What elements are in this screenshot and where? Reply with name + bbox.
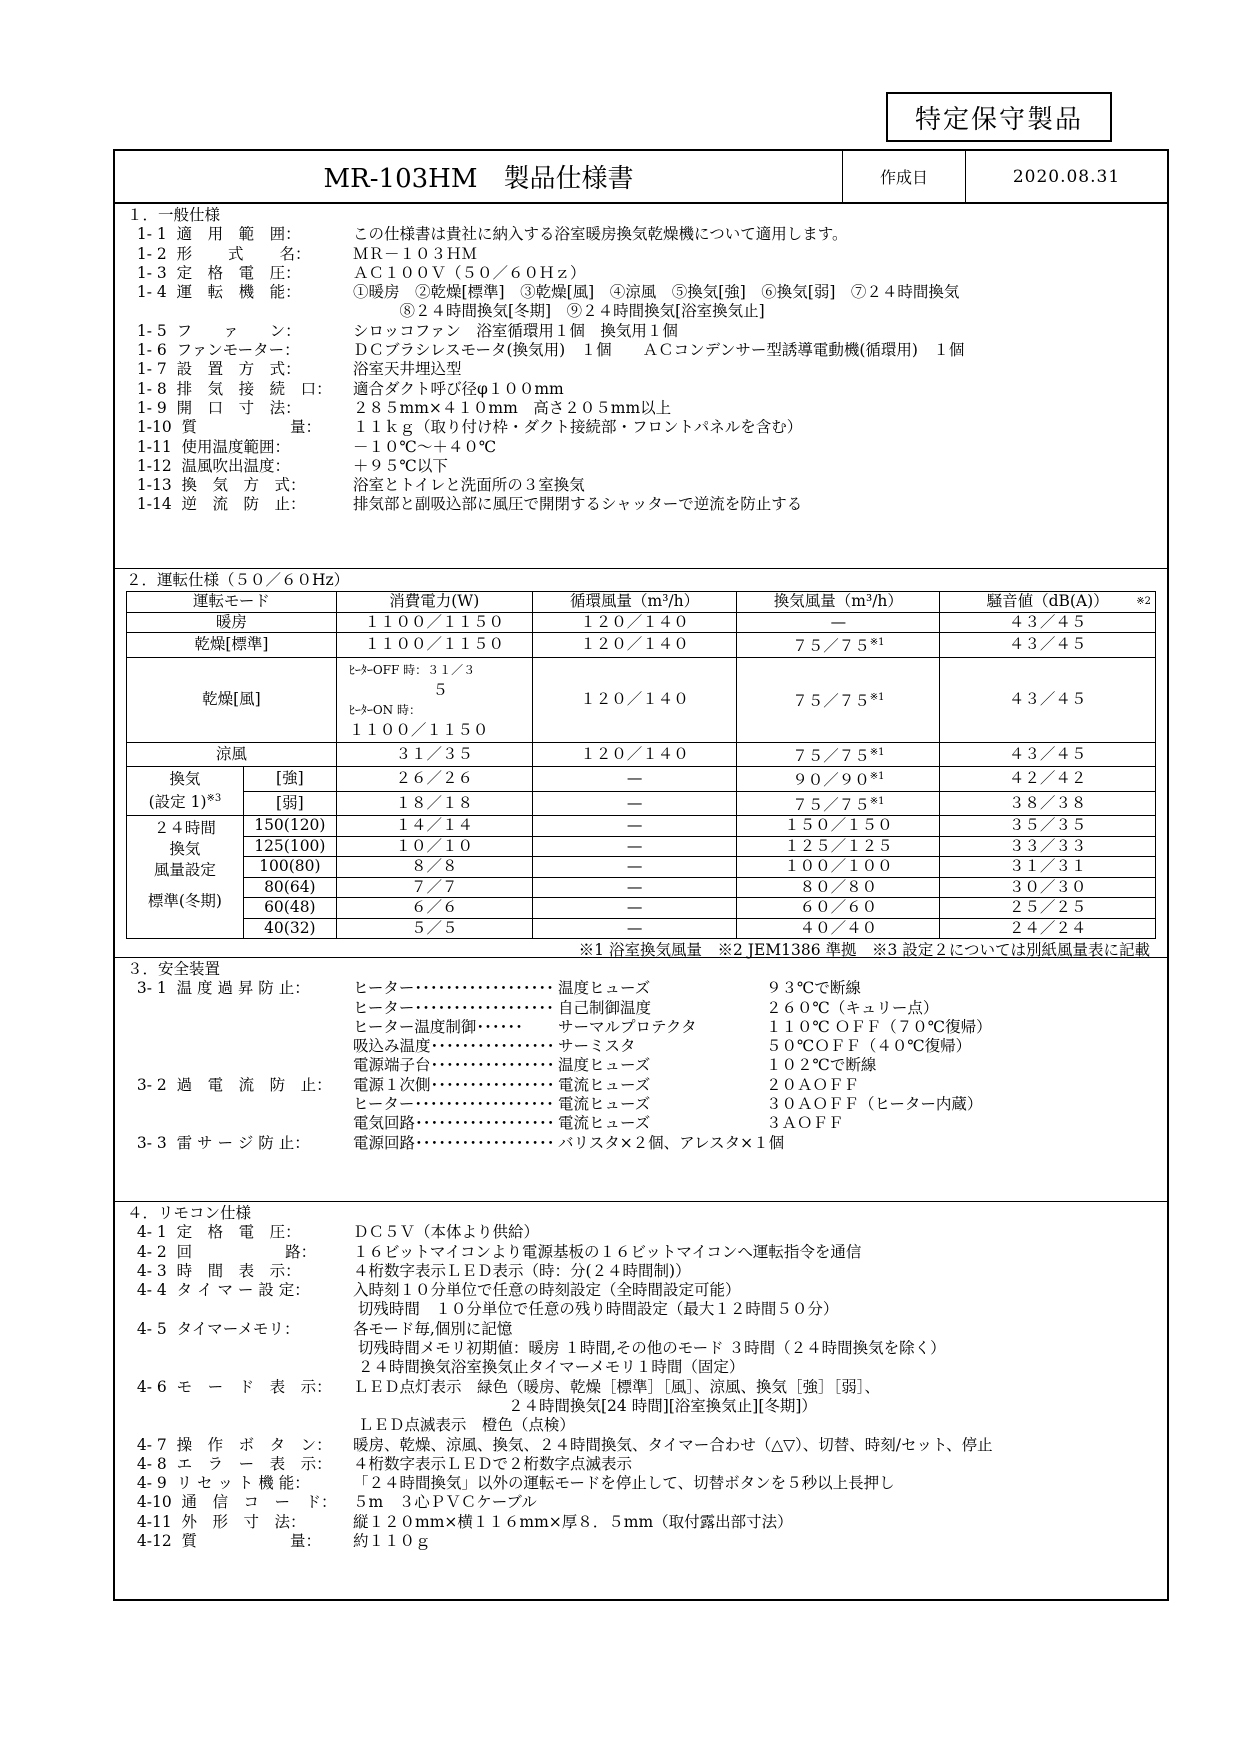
vent-cell: — [737,612,940,633]
spec-value: 切残時間メモリ初期値：暖房 １時間,その他のモード ３時間（２４時間換気を除く） [353,1339,946,1358]
vent-value: ７５／７５ [792,637,870,656]
noise-cell: ４３／４５ [940,612,1156,633]
power-cell: ６／６ [336,898,532,919]
spec-line [127,1493,1155,1512]
power-cell: １４／１４ [336,816,532,837]
mode-cell: 乾燥[風] [127,657,337,742]
safety-line [127,999,1155,1018]
spec-value: 約１１０ｇ [353,1532,431,1551]
spec-label: 1- 7 設 置 方 式： [127,360,301,379]
vent-value: ７５／７５ [792,795,870,814]
noise-cell: ２５／２５ [940,898,1156,919]
spec-line [127,302,1155,321]
sub-mode-cell: 60(48) [243,898,336,919]
safety-line [127,1037,1155,1056]
table-row [127,767,1156,791]
vent-value: ７５／７５ [792,692,870,711]
sub-mode-cell: 100(80) [243,857,336,878]
spec-line [127,418,1155,437]
spec-value: 「２４時間換気」以外の運転モードを停止して、切替ボタンを５秒以上長押し [353,1474,895,1493]
spec-label: 4- 6 モ ー ド 表 示： [127,1377,332,1396]
power-cell: １０／１０ [336,836,532,857]
safety-label [127,1037,353,1056]
spec-label: 1- 5 フ ァ ン： [127,321,301,340]
spec-value: この仕様書は貴社に納入する浴室暖房換気乾燥機について適用します。 [353,225,848,244]
spec-line [127,322,1155,341]
spec-label: 4- 5 タイマーメモリ： [127,1319,300,1338]
general-spec-section [115,204,1167,569]
spec-sheet [113,149,1169,1601]
vent-cell [737,657,940,742]
spec-label: 1- 2 形 式 名： [127,244,311,263]
safety-line [127,1095,1155,1114]
spec-label [127,302,353,321]
noise-cell: ２４／２４ [940,918,1156,939]
spec-label: 1-13 換 気 方 式： [127,476,306,495]
safety-spec: １１０℃ ＯＦＦ（７０℃復帰） [766,1017,992,1036]
safety-line [127,1114,1155,1133]
spec-label: 4- 7 操 作 ボ タ ン： [127,1435,332,1454]
safety-label [127,1095,353,1114]
mode-cell: 暖房 [127,612,337,633]
spec-value: １１ｋｇ（取り付け枠・ダクト接続部・フロントパネルを含む） [353,418,803,437]
specified-maintenance-badge: 特定保守製品 [886,92,1112,142]
spec-value: ＬＥＤ点滅表示 橙色（点検） [353,1416,575,1435]
footnote-mark: ※2 [1136,596,1151,608]
spec-value: 浴室とトイレと洗面所の３室換気 [353,476,585,495]
spec-value: ４桁数字表示ＬＥＤで２桁数字点滅表示 [353,1454,633,1473]
safety-device: サーミスタ [558,1037,636,1056]
safety-device: 温度ヒューズ [558,1056,651,1075]
table-row [127,836,1156,857]
spec-value: 浴室天井埋込型 [353,360,462,379]
power-cell: ７／７ [336,877,532,898]
vent-cell [737,767,940,791]
safety-label [127,1018,353,1037]
spec-value: 各モード毎,個別に記憶 [353,1319,513,1338]
spec-line [127,1436,1155,1455]
spec-value: 縦１２０mm×横１１６mm×厚８．５mm（取付露出部寸法） [353,1512,793,1531]
spec-line [127,1397,1155,1416]
created-date: 2020.08.31 [1012,166,1121,187]
vent-cell [737,742,940,766]
vent-cell [737,791,940,815]
spec-line [127,1320,1155,1339]
circ-cell: — [532,767,737,791]
sub-mode-cell: 40(32) [243,918,336,939]
safety-line [127,979,1155,998]
spec-value: 入時刻１０分単位で任意の時刻設定（全時間設定可能） [353,1281,741,1300]
spec-value: ＤＣブラシレスモータ(換気用) １個 ＡＣコンデンサー型誘導電動機(循環用) １個 [353,341,965,360]
mode-sub: (設定 1) [148,793,207,812]
noise-cell: ４３／４５ [940,633,1156,657]
mode-line: 標準(冬期) [147,892,222,911]
safety-spec: ３０ＡＯＦＦ（ヒーター内蔵） [766,1095,983,1114]
circ-cell: — [532,918,737,939]
spec-label [127,1300,353,1319]
spec-line [127,1474,1155,1493]
safety-line [127,1134,1155,1153]
spec-label: 1- 9 開 口 寸 法： [127,398,301,417]
safety-list [127,979,1155,1153]
spec-line [127,457,1155,476]
safety-spec: ２０ＡＯＦＦ [766,1075,860,1094]
table-row [127,918,1156,939]
spec-label: 1-14 逆 流 防 止： [127,495,306,514]
spec-label: 4- 9 リ セ ッ ト 機 能： [127,1474,310,1493]
safety-target: 電源回路･･････････････････ [353,1133,555,1152]
power-line: １１００／１１５０ [348,720,489,739]
header-cell: 消費電力(W) [336,592,532,613]
spec-value: ①暖房 ②乾燥[標準] ③乾燥[風] ④涼風 ⑤換気[強] ⑥換気[弱] ⑦２４時間換気 [353,283,960,302]
noise-cell: ４２／４２ [940,767,1156,791]
section-title: ２．運転仕様（５０／６０Hz） [126,571,350,589]
spec-line [127,1532,1155,1551]
safety-line [127,1076,1155,1095]
operation-spec-section [115,569,1167,958]
spec-line [127,399,1155,418]
spec-line [127,245,1155,264]
sub-mode-cell: [弱] [243,791,336,815]
circ-cell: １２０／１４０ [532,657,737,742]
spec-value: シロッコファン 浴室循環用１個 換気用１個 [353,321,678,340]
spec-line [127,1223,1155,1242]
safety-label: 3- 3 雷 サ ー ジ 防 止： [127,1133,310,1152]
section-title: １．一般仕様 [127,206,221,224]
power-cell [336,657,532,742]
spec-line [127,1513,1155,1532]
footnote-mark: ※1 [869,771,885,783]
spec-value: ＡＣ１００Ｖ（５０／６０Ｈｚ） [353,263,586,282]
safety-label [127,1056,353,1075]
spec-line [127,1243,1155,1262]
footnote-mark: ※1 [869,637,885,649]
safety-line [127,1056,1155,1075]
table-header-row [127,592,1156,613]
circ-cell: — [532,898,737,919]
spec-value: ２８５mm×４１０mm 高さ２０５mm以上 [353,398,672,417]
vent-cell: ４０／４０ [737,918,940,939]
circ-cell: １２０／１４０ [532,742,737,766]
safety-device: 温度ヒューズ [558,979,651,998]
power-cell: ３１／３５ [336,742,532,766]
safety-device: 電流ヒューズ [558,1095,651,1114]
safety-device: 電流ヒューズ [558,1075,651,1094]
safety-target: 電気回路･･････････････････ [353,1114,555,1133]
mode-line: 換気 [169,770,201,789]
power-cell: ５／５ [336,918,532,939]
table-row [127,816,1156,837]
spec-line [127,1378,1155,1397]
safety-device: 自己制御温度 [558,998,652,1017]
spec-line [127,1262,1155,1281]
footnote-mark: ※3 [206,793,222,805]
spec-label: 1- 1 適 用 範 囲： [127,225,301,244]
safety-spec: ２６０℃（キュリー点） [766,998,939,1017]
spec-label: 1- 3 定 格 電 圧： [127,263,301,282]
mode-line: ２４時間 [153,819,216,838]
power-cell: １１００／１１５０ [336,612,532,633]
spec-value: ２４時間換気浴室換気止タイマーメモリ１時間（固定） [353,1358,745,1377]
spec-line [127,264,1155,283]
spec-value: 切残時間 １０分単位で任意の残り時間設定（最大１２時間５０分） [353,1300,839,1319]
spec-label: 1-12 温風吹出温度： [127,456,291,475]
sub-mode-cell: 125(100) [243,836,336,857]
spec-line [127,1281,1155,1300]
spec-value: ４桁数字表示ＬＥＤ表示（時：分(２４時間制)） [353,1261,691,1280]
vent-cell: １００／１００ [737,857,940,878]
safety-device: サーマルプロテクタ [558,1017,697,1036]
header-cell [940,592,1156,613]
power-cell: ２６／２６ [336,767,532,791]
safety-device-section [115,958,1167,1202]
spec-line [127,380,1155,399]
table-footnote: ※1 浴室換気風量 ※2 JEM1386 準拠 ※3 設定２については別紙風量表に記載 [578,941,1150,960]
general-spec-list [127,225,1155,514]
document-header [115,151,1167,204]
spec-line [127,476,1155,495]
remote-spec-list [127,1223,1155,1551]
operation-table [126,591,1156,939]
spec-label: 1- 6 ファンモーター： [127,341,300,360]
table-row [127,742,1156,766]
safety-target: 吸込み温度････････････････ [353,1037,555,1056]
remote-spec-section [115,1202,1167,1599]
vent-cell: ８０／８０ [737,877,940,898]
mode-cell [127,816,244,939]
noise-cell: ３０／３０ [940,877,1156,898]
spec-value: ＭＲ－１０３ＨＭ [353,244,478,263]
spec-line [127,360,1155,379]
circ-cell: — [532,791,737,815]
table-row [127,791,1156,815]
safety-label [127,1114,353,1133]
mode-line: 換気 [169,840,201,859]
spec-label: 1-10 質 量： [127,418,322,437]
section-title: ４．リモコン仕様 [127,1204,252,1222]
safety-device: 電流ヒューズ [558,1114,651,1133]
table-row [127,898,1156,919]
power-cell: １８／１８ [336,791,532,815]
spec-line [127,1455,1155,1474]
mode-cell [127,767,244,816]
spec-line [127,438,1155,457]
noise-cell: ３３／３３ [940,836,1156,857]
sub-mode-cell: 80(64) [243,877,336,898]
document-title: MR-103HM 製品仕様書 [115,151,843,202]
spec-label: 1-11 使用温度範囲： [127,437,291,456]
safety-device: バリスタ×２個、アレスタ×１個 [558,1133,785,1152]
header-cell: 循環風量（m³/h） [532,592,737,613]
spec-value: ⑧２４時間換気[冬期] ⑨２４時間換気[浴室換気止] [353,302,765,321]
spec-value: ＬＥＤ点灯表示 緑色（暖房、乾燥［標準］［風］、涼風、換気［強］［弱］、 [353,1377,881,1396]
spec-value: 排気部と副吸込部に風圧で開閉するシャッターで逆流を防止する [353,495,803,514]
spec-label [127,1397,353,1416]
spec-label: 4- 8 エ ラ ー 表 示： [127,1454,332,1473]
power-cell: １１００／１１５０ [336,633,532,657]
spec-label: 1- 8 排 気 接 続 口： [127,379,332,398]
mode-cell: 涼風 [127,742,337,766]
power-line: ﾋｰﾀｰON 時： [348,702,421,717]
table-row [127,633,1156,657]
spec-line [127,283,1155,302]
spec-value: 適合ダクト呼び径φ１００mm [353,379,564,398]
spec-label: 4-11 外 形 寸 法： [127,1512,306,1531]
mode-line [127,789,243,812]
created-date-label: 作成日 [843,151,966,202]
table-row [127,857,1156,878]
spec-value: ＤＣ５Ｖ（本体より供給） [353,1223,540,1242]
safety-spec: ５０℃ＯＦＦ（４０℃復帰） [766,1037,972,1056]
circ-cell: — [532,857,737,878]
spec-value: －１０℃～＋４０℃ [353,437,497,456]
spec-line [127,225,1155,244]
vent-value: ７５／７５ [792,746,870,765]
spec-label [127,1358,353,1377]
spec-label: 4-12 質 量： [127,1532,322,1551]
spec-label [127,1339,353,1358]
table-row [127,657,1156,742]
power-line: ﾋｰﾀｰOFF 時：３１／３ [348,662,476,677]
safety-target: ヒーター･･････････････････ [353,998,554,1017]
safety-line [127,1018,1155,1037]
circ-cell: — [532,877,737,898]
safety-label: 3- 1 温 度 過 昇 防 止： [127,979,310,998]
circ-cell: １２０／１４０ [532,633,737,657]
safety-label: 3- 2 過 電 流 防 止： [127,1075,332,1094]
spec-value: ５m ３心ＰＶＣケーブル [353,1493,537,1512]
spec-line [127,1358,1155,1377]
circ-cell: — [532,816,737,837]
safety-target: ヒーター･･････････････････ [353,1095,554,1114]
power-cell: ８／８ [336,857,532,878]
safety-target: ヒーター･･････････････････ [353,979,554,998]
spec-value: 暖房、乾燥、涼風、換気、２４時間換気、タイマー合わせ（△▽）、切替、時刻/セット、停止 [353,1435,993,1454]
spec-value: ＋９５℃以下 [353,456,448,475]
circ-cell: １２０／１４０ [532,612,737,633]
sub-mode-cell: 150(120) [243,816,336,837]
header-text: 騒音値（dB(A)） [986,592,1109,611]
header-cell: 運転モード [127,592,337,613]
vent-value: ９０／９０ [792,771,870,790]
noise-cell: ３１／３１ [940,857,1156,878]
noise-cell: ４３／４５ [940,657,1156,742]
mode-line: 風量設定 [153,861,216,880]
spec-line [127,495,1155,514]
spec-line [127,1416,1155,1435]
safety-label [127,999,353,1018]
spec-value: １６ビットマイコンより電源基板の１６ビットマイコンへ運転指令を通信 [353,1242,862,1261]
spec-label: 4- 2 回 路： [127,1242,317,1261]
footnote-mark: ※1 [869,692,885,704]
footnote-mark: ※1 [869,746,885,758]
mode-cell: 乾燥[標準] [127,633,337,657]
vent-cell: １２５／１２５ [737,836,940,857]
footnote-mark: ※1 [869,795,885,807]
safety-target: 電源１次側････････････････ [353,1075,555,1094]
noise-cell: ３８／３８ [940,791,1156,815]
vent-cell: ６０／６０ [737,898,940,919]
table-row [127,877,1156,898]
spec-label: 4-10 通 信 コ ー ド： [127,1493,337,1512]
spec-label: 4- 1 定 格 電 圧： [127,1223,301,1242]
header-cell: 換気風量（m³/h） [737,592,940,613]
sub-mode-cell: [強] [243,767,336,791]
vent-cell [737,633,940,657]
spec-label [127,1416,353,1435]
spec-line [127,341,1155,360]
spec-line [127,1300,1155,1319]
circ-cell: — [532,836,737,857]
safety-spec [784,1134,1155,1153]
safety-spec: ３ＡＯＦＦ [766,1114,844,1133]
safety-target: ヒーター温度制御･･････ [353,1017,523,1036]
spec-line [127,1339,1155,1358]
noise-cell: ３５／３５ [940,816,1156,837]
section-title: ３．安全装置 [127,960,221,978]
spec-label: 4- 4 タ イ マ ー 設 定： [127,1281,310,1300]
safety-spec: ９３℃で断線 [766,979,861,998]
spec-value: ２４時間換気[24 時間][浴室換気止][冬期]） [353,1396,817,1415]
power-line: ５ [432,680,448,699]
spec-label: 4- 3 時 間 表 示： [127,1261,301,1280]
spec-label: 1- 4 運 転 機 能： [127,283,301,302]
safety-spec: １０２℃で断線 [766,1056,877,1075]
noise-cell: ４３／４５ [940,742,1156,766]
safety-target: 電源端子台････････････････ [353,1056,555,1075]
table-row [127,612,1156,633]
vent-cell: １５０／１５０ [737,816,940,837]
